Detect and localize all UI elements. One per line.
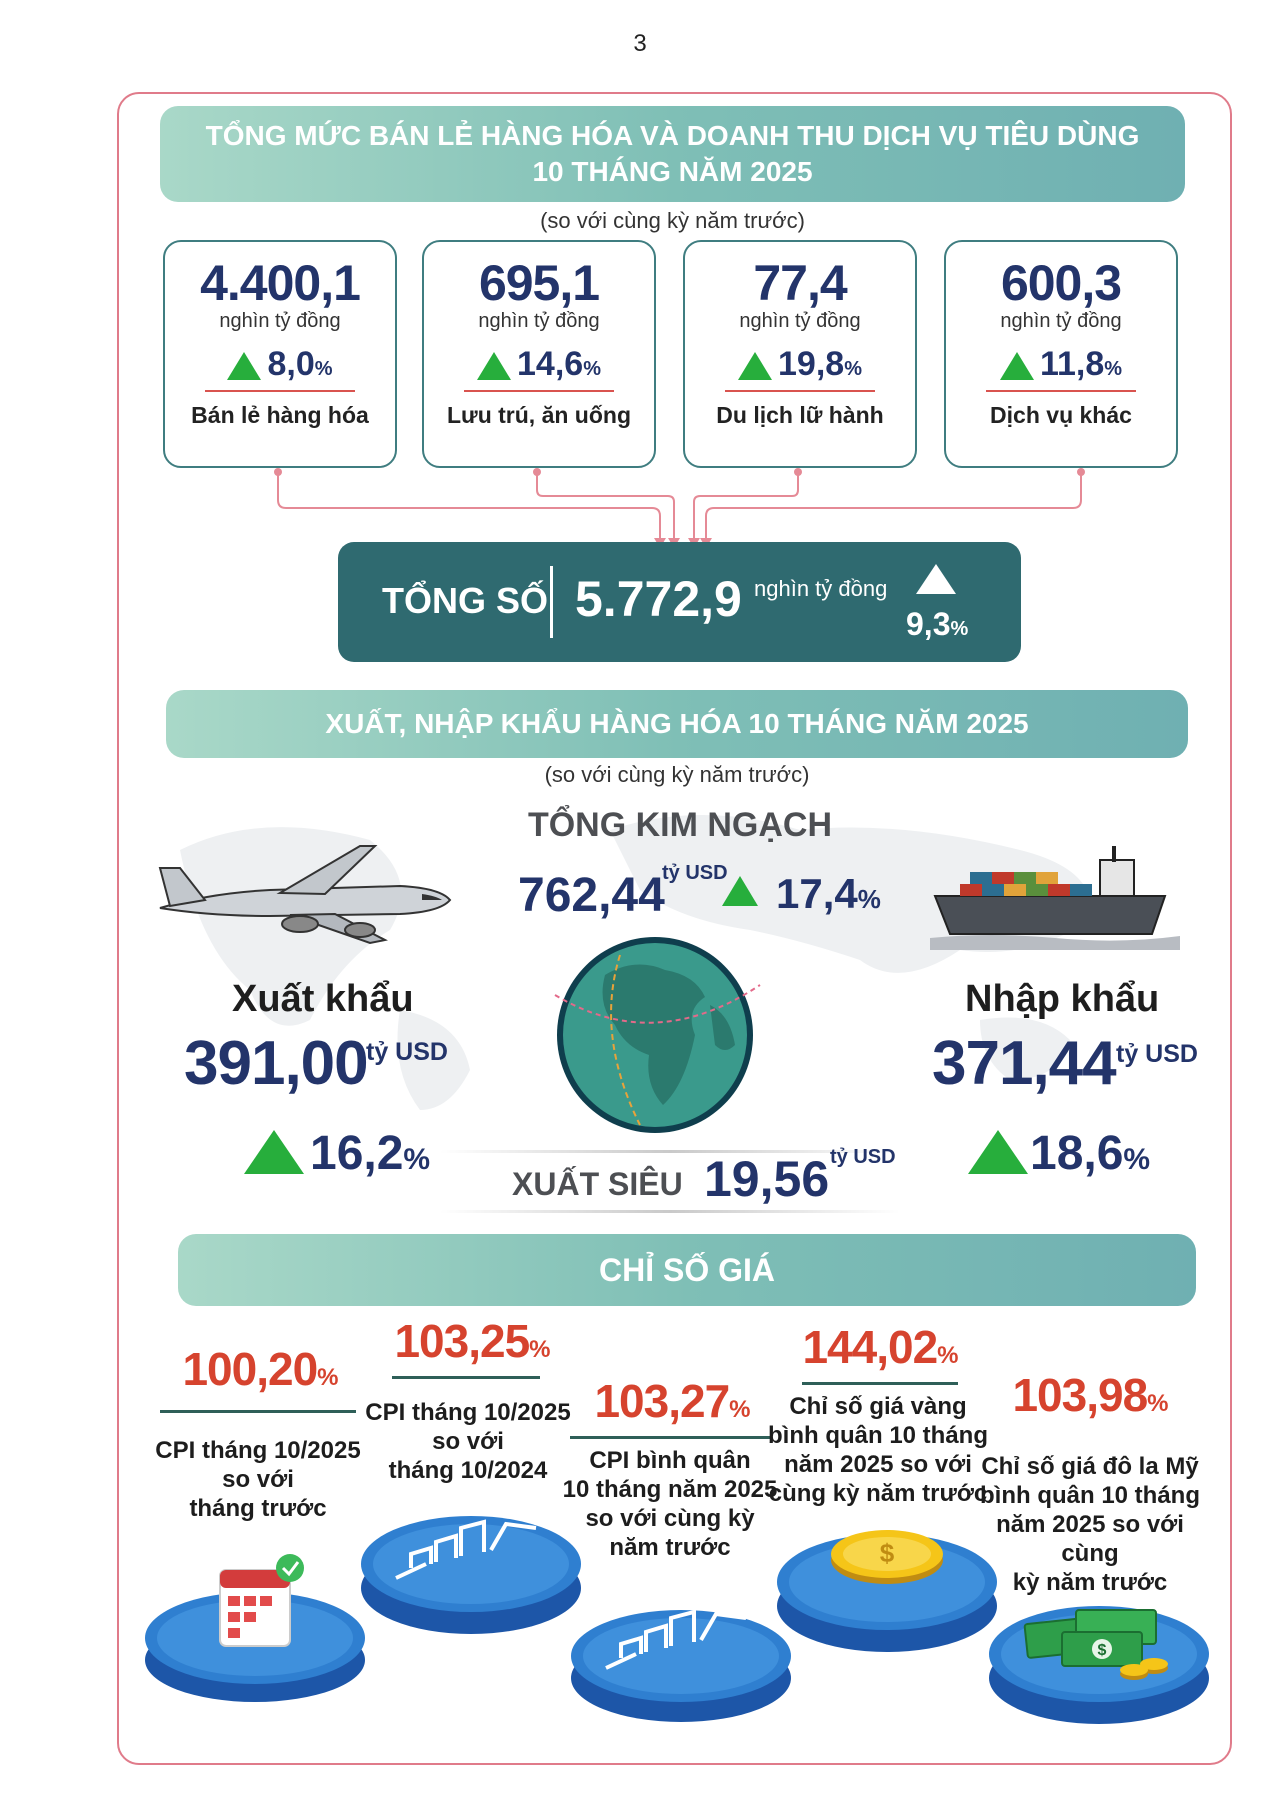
price-rule-0 (160, 1410, 356, 1413)
card-unit: nghìn tỷ đồng (219, 310, 341, 332)
card-value: 77,4 (753, 255, 847, 311)
total-up-arrow-icon (916, 564, 956, 594)
card-growth: 11,8% (946, 345, 1176, 384)
card-unit: nghìn tỷ đồng (478, 310, 600, 332)
export-up-arrow-icon (244, 1130, 304, 1174)
retail-card-travel (683, 240, 917, 468)
turnover-unit: tỷ USD (662, 862, 728, 884)
retail-card-other-services (944, 240, 1178, 468)
retail-card-goods (163, 240, 397, 468)
surplus-label: XUẤT SIÊU (512, 1166, 683, 1202)
card-unit: nghìn tỷ đồng (1000, 310, 1122, 332)
turnover-value: 762,44 (518, 869, 665, 922)
total-divider (550, 566, 553, 638)
prices-title-banner: CHỈ SỐ GIÁ (178, 1234, 1196, 1306)
card-growth: 8,0% (165, 345, 395, 384)
surplus-bottom-rule (440, 1210, 900, 1213)
retail-total-box (338, 542, 1021, 662)
import-up-arrow-icon (968, 1130, 1028, 1174)
connector-lines (0, 460, 1280, 550)
price-rule-1 (392, 1376, 540, 1379)
card-divider (464, 390, 614, 392)
price-rule-2 (570, 1436, 770, 1439)
card-value: 4.400,1 (200, 255, 360, 311)
airplane-icon (150, 838, 460, 948)
card-label: Dịch vụ khác (990, 402, 1132, 428)
turnover-label: TỔNG KIM NGẠCH (527, 806, 833, 844)
svg-text:$: $ (879, 1538, 895, 1568)
export-growth: 16,2% (310, 1127, 431, 1180)
price-caption-4: Chỉ số giá đô la Mỹ bình quân 10 tháng năm 2025 so với cùng kỳ năm trước (980, 1453, 1200, 1596)
svg-text:$: $ (1097, 1642, 1107, 1659)
card-value: 600,3 (1000, 255, 1122, 311)
card-growth: 19,8% (685, 345, 915, 384)
total-growth: 9,3% (906, 606, 969, 642)
import-label: Nhập khẩu (965, 978, 1160, 1020)
pedestal-chart-2 (566, 1560, 796, 1730)
price-caption-0: CPI tháng 10/2025 so với tháng trước (155, 1437, 361, 1522)
price-caption-3: Chỉ số giá vàng bình quân 10 tháng năm 2025 so với cùng kỳ năm trước (768, 1393, 988, 1507)
price-caption-2: CPI bình quân 10 tháng năm 2025 so với cùng kỳ năm trước (562, 1447, 778, 1561)
total-unit: nghìn tỷ đồng (754, 576, 888, 601)
price-value-0: 100,20% (182, 1343, 338, 1395)
gold-coin-icon (831, 1530, 943, 1584)
price-rule-3 (802, 1382, 958, 1385)
retail-title-line1: TỔNG MỨC BÁN LẺ HÀNG HÓA VÀ DOANH THU DỊCH VỤ TIÊU DÙNG (205, 120, 1140, 151)
pedestal-calendar (140, 1530, 370, 1705)
import-value: 371,44 (932, 1029, 1116, 1098)
export-value: 391,00 (184, 1029, 368, 1098)
up-arrow-icon (738, 352, 772, 380)
card-label: Du lịch lữ hành (716, 402, 884, 428)
up-arrow-icon (477, 352, 511, 380)
total-value: 5.772,9 (575, 571, 742, 627)
price-caption-1: CPI tháng 10/2025 so với tháng 10/2024 (365, 1399, 571, 1484)
pedestal-gold-coin (772, 1486, 1002, 1661)
surplus-value: 19,56 (704, 1151, 830, 1207)
pedestal-dollar-bills (984, 1558, 1214, 1733)
globe-icon (545, 935, 765, 1135)
retail-card-accommodation (422, 240, 656, 468)
export-label: Xuất khẩu (232, 978, 414, 1020)
retail-title-banner (160, 106, 1185, 202)
up-arrow-icon (227, 352, 261, 380)
pedestal-chart-1 (356, 1468, 586, 1643)
card-divider (205, 390, 355, 392)
price-value-2: 103,27% (594, 1375, 750, 1427)
card-unit: nghìn tỷ đồng (739, 310, 861, 332)
price-value-4: 103,98% (1012, 1369, 1168, 1421)
turnover-up-arrow-icon (722, 876, 758, 906)
price-value-3: 144,02% (802, 1321, 958, 1373)
import-unit: tỷ USD (1116, 1040, 1198, 1068)
up-arrow-icon (1000, 352, 1034, 380)
card-value: 695,1 (478, 255, 600, 311)
trade-subtitle: (so với cùng kỳ năm trước) (544, 762, 810, 787)
page-number: 3 (633, 30, 647, 57)
retail-title-line2: 10 THÁNG NĂM 2025 (532, 156, 813, 187)
turnover-growth: 17,4% (776, 870, 881, 917)
total-label: TỔNG SỐ (382, 580, 549, 621)
price-value-1: 103,25% (394, 1315, 550, 1367)
export-unit: tỷ USD (366, 1038, 448, 1066)
cargo-ship-icon (930, 846, 1180, 956)
surplus-unit: tỷ USD (830, 1146, 896, 1168)
card-label: Bán lẻ hàng hóa (191, 402, 369, 428)
import-growth: 18,6% (1030, 1127, 1151, 1180)
card-divider (986, 390, 1136, 392)
retail-subtitle: (so với cùng kỳ năm trước) (540, 208, 805, 233)
card-label: Lưu trú, ăn uống (446, 402, 631, 428)
trade-title-banner: XUẤT, NHẬP KHẨU HÀNG HÓA 10 THÁNG NĂM 2025 (166, 690, 1188, 758)
card-divider (725, 390, 875, 392)
card-growth: 14,6% (424, 345, 654, 384)
